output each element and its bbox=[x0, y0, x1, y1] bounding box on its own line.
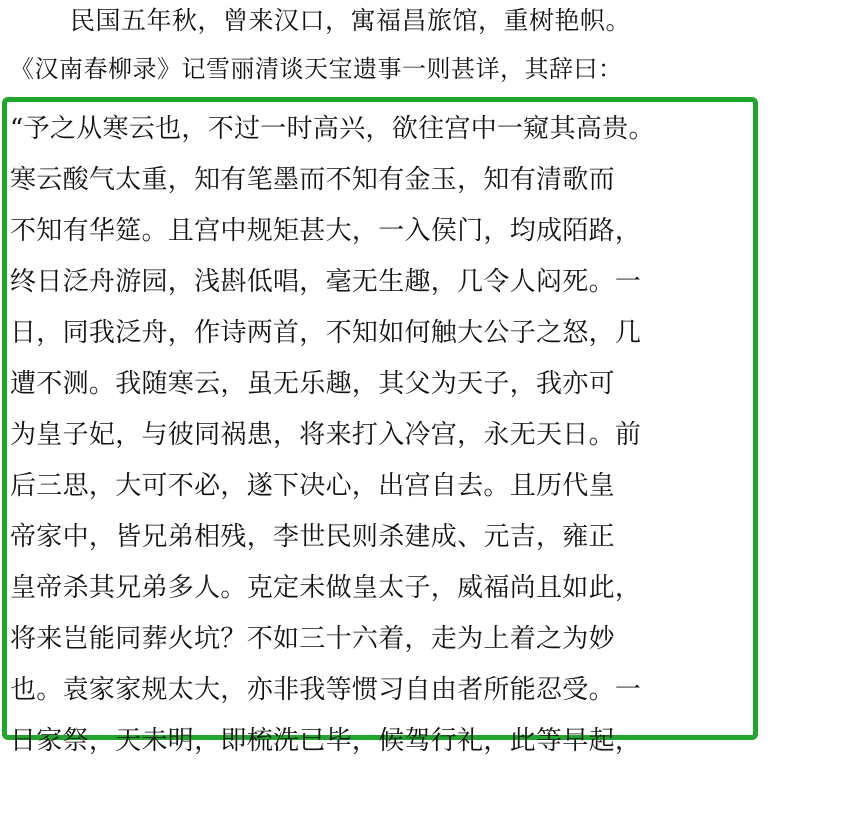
quote-line: 为皇子妃，与彼同祸患，将来打入冷宫，永无天日。前 bbox=[10, 420, 642, 450]
quoted-passage bbox=[10, 108, 750, 771]
quote-line: “予之从寒云也，不过一时高兴，欲往宫中一窥其高贵。 bbox=[10, 114, 655, 144]
quote-line: 后三思，大可不必，遂下决心，出宫自去。且历代皇 bbox=[10, 471, 615, 501]
quote-line: 遭不测。我随寒云，虽无乐趣，其父为天子，我亦可 bbox=[10, 369, 615, 399]
quote-line: 日家祭，天未明，即梳洗已毕，候驾行礼，此等早起， bbox=[10, 726, 642, 756]
quote-line: 终日泛舟游园，浅斟低唱，毫无生趣，几令人闷死。一 bbox=[10, 267, 642, 297]
quote-line: 将来岂能同葬火坑？不如三十六着，走为上着之为妙 bbox=[10, 624, 615, 654]
quote-line: 皇帝杀其兄弟多人。克定未做皇太子，威福尚且如此， bbox=[10, 573, 642, 603]
quote-line: 不知有华筵。且宫中规矩甚大，一入侯门，均成陌路， bbox=[10, 216, 642, 246]
intro-line-2: 《汉南春柳录》记雪丽清谈天宝遗事一则甚详，其辞曰： bbox=[10, 55, 623, 83]
quote-line: 也。袁家家规太大，亦非我等惯习自由者所能忍受。一 bbox=[10, 675, 642, 705]
intro-line-1: 民国五年秋，曾来汉口，寓福昌旅馆，重树艳帜。 bbox=[70, 6, 632, 35]
quote-line: 帝家中，皆兄弟相残，李世民则杀建成、元吉，雍正 bbox=[10, 522, 615, 552]
quote-line: 寒云酸气太重，知有笔墨而不知有金玉，知有清歌而 bbox=[10, 165, 615, 195]
quote-line: 日，同我泛舟，作诗两首，不知如何触大公子之怒，几 bbox=[10, 318, 642, 348]
